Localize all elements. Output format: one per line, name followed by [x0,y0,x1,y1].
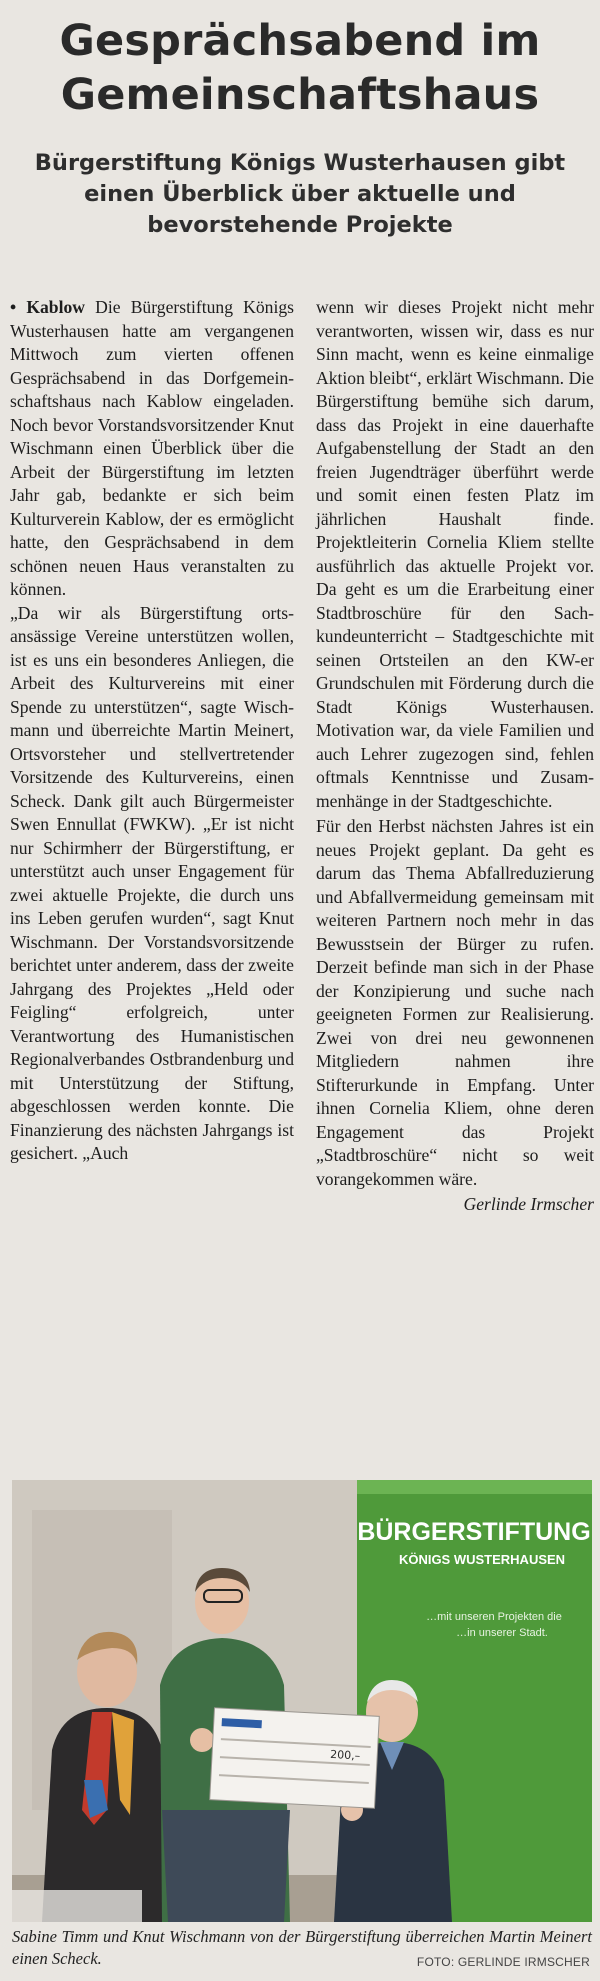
banner-title: BÜRGERSTIFTUNG [357,1518,591,1546]
paragraph-text: Die Bürgerstiftung Königs Wusterhausen hatte am vergangenen Mittwoch zum vierten offenen Gesprächsabend in das Dorfgemeinschaftshaus nach Kablow eingeladen. Noch bevor Vorstandsvorsitzender Knut Wischmann einen Überblick über die Arbeit der Bürgerstiftung im letzten Jahr gab, bedankte er sich beim Kulturverein Kablow, der es ermöglicht hatte, den Gesprächsabend in dem schönen neuen Haus veranstalten zu können. [10,297,294,599]
subheadline-line-1: Bürgerstiftung Königs Wusterhausen gibt [34,150,566,176]
subheadline-line-2: einen Überblick über aktuelle und [84,181,516,207]
article-paragraph: Für den Herbst nächsten Jahres ist ein neues Projekt geplant. Da geht es darum das Thema Abfallreduzierung und Abfallvermeidung gemeinsam mit weiteren Partnern noch mehr in das Bewusstsein der Bürger zu rufen. Derzeit befinde man sich in der Phase der Konzipierung und suche nach geeigneten Formen zur Realisierung. Zwei von drei neu gewonnenen Mitgliedern nahmen ihre Stifterurkunde in Empfang. Unter ihnen Cornelia Kliem, ohne deren Engagement das Projekt „Stadtbroschüre“ nicht so weit vorangekommen wäre. [316,816,594,1189]
headline-line-2: Gemeinschaftshaus [60,70,540,120]
banner-text-line-2: …in unserer Stadt. [456,1627,548,1639]
banner-subtitle: KÖNIGS WUSTERHAUSEN [398,1552,566,1567]
photo-credit: FOTO: GERLINDE IRMSCHER [416,1955,590,1969]
banner-text-line-1: …mit unseren Projekten die [426,1611,562,1623]
article-paragraph: „Da wir als Bürgerstiftung ortsansässige Vereine unterstützen wollen, ist es uns ein besonderes Anliegen, die Arbeit des Kulturvereins mit einer Spende zu unterstützen“, sagte Wischmann und überreichte Martin Meinert, Ortsvorsteher und stellvertretender Vorsitzende des Kulturvereins, einen Scheck. Dank gilt auch Bürgermeister Swen Ennullat (FWKW). „Er ist nicht nur Schirmherr der Bürgerstiftung, er unterstützt auch unser Engagement für zwei aktuelle Projekte, die durch uns ins Leben gerufen wurden“, sagt Knut Wischmann. Der Vorstandsvorsitzende berichtet unter anderem, dass der zweite Jahrgang des Projektes „Held oder Feigling“ erfolgreich, unter Verantwortung des Humanistischen Regionalverbandes Ostbrandenburg und mit Unterstützung der Stiftung, abgeschlossen werden konnte. Die Finanzierung des nächsten Jahrgangs ist gesichert. „Auch [10,602,294,1163]
article-photo [12,1480,592,1922]
headline-line-1: Gesprächsabend im [59,16,541,66]
cheque-amount: 200,– [329,1747,361,1763]
dateline: • Kablow [10,297,85,317]
article-column-left [10,296,294,1166]
cheque [210,1708,380,1809]
article-column-right [316,296,594,1217]
author-byline: Gerlinde Irmscher [463,1194,594,1214]
article-paragraph [10,296,294,602]
photo-illustration [12,1480,592,1922]
headline [0,14,600,122]
subheadline [20,148,580,241]
subheadline-line-3: bevorstehende Projekte [147,212,453,238]
caption-text: Sabine Timm und Knut Wischmann von der Bürgerstiftung überreichen Martin Meinert einen Scheck. [12,1927,592,1968]
article-paragraph: wenn wir dieses Projekt nicht mehr verantworten, wissen wir, dass es nur Sinn macht, wenn es keine einmalige Aktion bleibt“, erklärt Wischmann. Die Bürgerstiftung bemühe sich darum, dass das Projekt in eine dauerhafte Aufgabenstellung der Stadt an den freien Jugendträger überführt werde und somit einen festen Platz im jährlichen Haushalt finde. Projektleiterin Cornelia Kliem stellte ausführlich das aktuelle Projekt vor. Da geht es um die Erarbeitung einer Stadtbroschüre für den Sachkundeunterricht – Stadtgeschichte mit seinen Ortsteilen an den KW-er Grundschulen mit Förderung durch die Stadt Königs Wusterhausen. Motivation war, da viele Familien und auch Lehrer zugezogen sind, fehlen oftmals Kenntnisse und Zusammenhänge in der Stadtgeschichte. [316,297,594,811]
